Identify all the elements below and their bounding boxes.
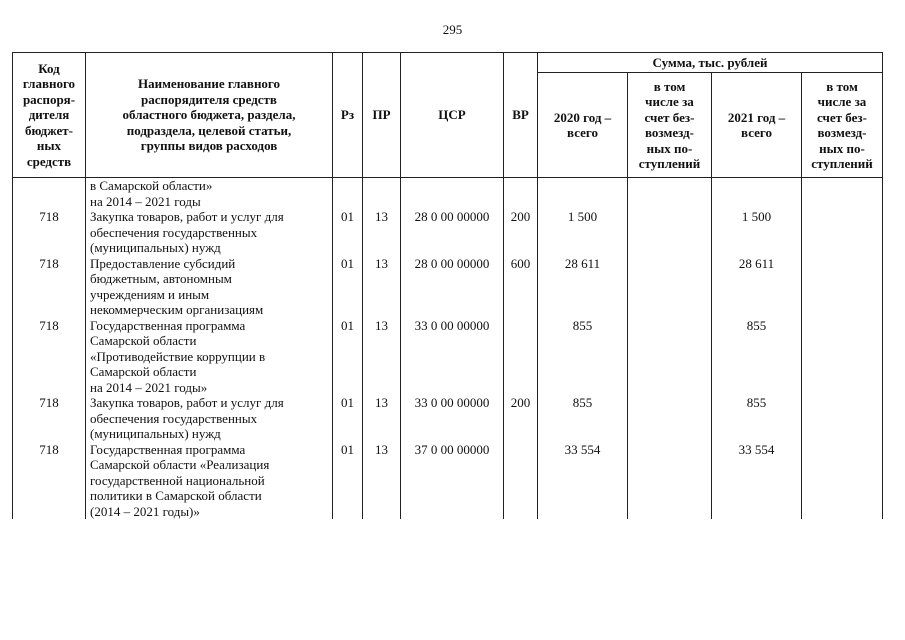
header-line: 2021 год – bbox=[727, 109, 786, 125]
header-line: дителя bbox=[28, 107, 70, 123]
name-line: учреждениям и иным bbox=[90, 286, 210, 302]
header-line: Код bbox=[38, 60, 60, 76]
cell-csr: 28 0 00 00000 bbox=[401, 256, 504, 318]
cell-name bbox=[86, 209, 333, 256]
cell-pr: 13 bbox=[363, 395, 401, 442]
cell-2020-total bbox=[538, 178, 628, 210]
cell-2020-total: 855 bbox=[538, 318, 628, 396]
table-row bbox=[13, 318, 883, 396]
cell-2020-incl bbox=[628, 395, 712, 442]
header-vr: ВР bbox=[504, 53, 538, 178]
header-rz: Рз bbox=[333, 53, 363, 178]
cell-kod: 718 bbox=[13, 209, 86, 256]
name-line: Предоставление субсидий bbox=[90, 255, 236, 271]
page-number: 295 bbox=[442, 22, 463, 37]
name-line: (2014 – 2021 годы)» bbox=[90, 503, 200, 519]
cell-csr: 33 0 00 00000 bbox=[401, 395, 504, 442]
cell-2020-total: 1 500 bbox=[538, 209, 628, 256]
table-row bbox=[13, 395, 883, 442]
cell-2021-total: 33 554 bbox=[712, 442, 802, 520]
name-line: на 2014 – 2021 годы bbox=[90, 193, 201, 209]
cell-2021-total: 28 611 bbox=[712, 256, 802, 318]
cell-2020-incl bbox=[628, 178, 712, 210]
cell-2021-total: 855 bbox=[712, 318, 802, 396]
cell-2020-total: 33 554 bbox=[538, 442, 628, 520]
name-line: Государственная программа bbox=[90, 317, 246, 333]
cell-pr: 13 bbox=[363, 318, 401, 396]
cell-2021-incl bbox=[802, 318, 883, 396]
name-line: Самарской области bbox=[90, 333, 197, 348]
header-2020-total bbox=[538, 73, 628, 178]
cell-kod bbox=[13, 178, 86, 210]
name-line: «Противодействие коррупции в bbox=[90, 348, 266, 364]
cell-name bbox=[86, 256, 333, 318]
cell-2020-incl bbox=[628, 256, 712, 318]
header-line: главного bbox=[22, 76, 76, 92]
cell-name bbox=[86, 442, 333, 520]
name-line: Закупка товаров, работ и услуг для bbox=[90, 395, 284, 410]
header-2020-incl bbox=[628, 73, 712, 178]
header-line: в том bbox=[653, 78, 686, 94]
header-line: ступлений bbox=[638, 156, 701, 171]
header-2021-incl bbox=[802, 73, 883, 178]
table-row bbox=[13, 442, 883, 520]
name-line: Государственная программа bbox=[90, 441, 246, 457]
cell-vr bbox=[504, 442, 538, 520]
header-line: возмезд- bbox=[645, 125, 694, 140]
cell-csr: 33 0 00 00000 bbox=[401, 318, 504, 396]
header-pr: ПР bbox=[363, 53, 401, 178]
name-line: (муниципальных) нужд bbox=[90, 240, 221, 255]
header-line: числе за bbox=[817, 94, 867, 109]
header-csr: ЦСР bbox=[401, 53, 504, 178]
cell-name bbox=[86, 178, 333, 210]
header-line: всего bbox=[567, 125, 598, 140]
name-line: обеспечения государственных bbox=[90, 410, 258, 426]
header-line: подраздела, целевой статьи, bbox=[126, 122, 292, 138]
cell-vr: 200 bbox=[504, 209, 538, 256]
cell-rz: 01 bbox=[333, 318, 363, 396]
cell-2020-total: 855 bbox=[538, 395, 628, 442]
header-kod bbox=[13, 53, 86, 178]
cell-2021-incl bbox=[802, 395, 883, 442]
header-line: числе за bbox=[645, 94, 694, 109]
header-sum: Сумма, тыс. рублей bbox=[538, 53, 883, 73]
header-line: областного бюджета, раздела, bbox=[122, 107, 296, 123]
name-line: на 2014 – 2021 годы» bbox=[90, 379, 208, 395]
cell-rz: 01 bbox=[333, 395, 363, 442]
name-line: Самарской области bbox=[90, 364, 197, 379]
header-line: ступлений bbox=[811, 156, 873, 171]
cell-2021-incl bbox=[802, 209, 883, 256]
cell-vr bbox=[504, 178, 538, 210]
cell-2020-incl bbox=[628, 318, 712, 396]
cell-rz: 01 bbox=[333, 256, 363, 318]
cell-kod: 718 bbox=[13, 442, 86, 520]
name-line: Закупка товаров, работ и услуг для bbox=[90, 209, 284, 224]
cell-pr: 13 bbox=[363, 209, 401, 256]
header-line: распоря- bbox=[22, 91, 76, 107]
cell-kod: 718 bbox=[13, 256, 86, 318]
cell-pr: 13 bbox=[363, 256, 401, 318]
header-line: всего bbox=[741, 125, 772, 140]
cell-pr: 13 bbox=[363, 442, 401, 520]
cell-2021-total: 1 500 bbox=[712, 209, 802, 256]
cell-csr: 37 0 00 00000 bbox=[401, 442, 504, 520]
cell-2021-incl bbox=[802, 442, 883, 520]
name-line: государственной национальной bbox=[90, 472, 265, 488]
cell-vr: 600 bbox=[504, 256, 538, 318]
cell-csr: 28 0 00 00000 bbox=[401, 209, 504, 256]
cell-kod: 718 bbox=[13, 395, 86, 442]
name-line: некоммерческим организациям bbox=[90, 302, 264, 317]
cell-2021-total: 855 bbox=[712, 395, 802, 442]
header-line: средств bbox=[26, 153, 72, 169]
header-line: в том bbox=[826, 78, 858, 94]
cell-vr bbox=[504, 318, 538, 396]
header-line: 2020 год – bbox=[553, 109, 612, 125]
cell-2020-total: 28 611 bbox=[538, 256, 628, 318]
cell-2021-incl bbox=[802, 178, 883, 210]
name-line: Самарской области «Реализация bbox=[90, 457, 270, 472]
name-line: обеспечения государственных bbox=[90, 224, 258, 240]
cell-2020-incl bbox=[628, 209, 712, 256]
header-name bbox=[86, 53, 333, 178]
header-line: счет без- bbox=[644, 109, 695, 125]
cell-2020-incl bbox=[628, 442, 712, 520]
cell-name bbox=[86, 318, 333, 396]
cell-name bbox=[86, 395, 333, 442]
header-line: возмезд- bbox=[817, 125, 867, 140]
header-line: Наименование главного bbox=[137, 76, 281, 92]
header-line: группы видов расходов bbox=[140, 138, 278, 154]
header-line: ных bbox=[36, 138, 62, 154]
header-2021-total bbox=[712, 73, 802, 178]
header-line: бюджет- bbox=[24, 122, 73, 138]
table-body bbox=[13, 178, 883, 520]
table-row bbox=[13, 209, 883, 256]
cell-csr bbox=[401, 178, 504, 210]
cell-pr bbox=[363, 178, 401, 210]
header-line: распорядителя средств bbox=[141, 91, 277, 107]
header-line: ных по- bbox=[646, 140, 693, 156]
name-line: политики в Самарской области bbox=[90, 488, 262, 503]
cell-kod: 718 bbox=[13, 318, 86, 396]
header-line: ных по- bbox=[819, 140, 865, 156]
header-line: счет без- bbox=[817, 109, 867, 125]
budget-table bbox=[12, 52, 883, 519]
table-row bbox=[13, 178, 883, 210]
cell-vr: 200 bbox=[504, 395, 538, 442]
cell-2021-total bbox=[712, 178, 802, 210]
cell-rz: 01 bbox=[333, 209, 363, 256]
table-row bbox=[13, 256, 883, 318]
cell-rz bbox=[333, 178, 363, 210]
cell-2021-incl bbox=[802, 256, 883, 318]
table-header bbox=[13, 53, 883, 178]
name-line: (муниципальных) нужд bbox=[90, 426, 221, 441]
name-line: в Самарской области» bbox=[90, 178, 213, 193]
cell-rz: 01 bbox=[333, 442, 363, 520]
name-line: бюджетным, автономным bbox=[90, 271, 232, 286]
